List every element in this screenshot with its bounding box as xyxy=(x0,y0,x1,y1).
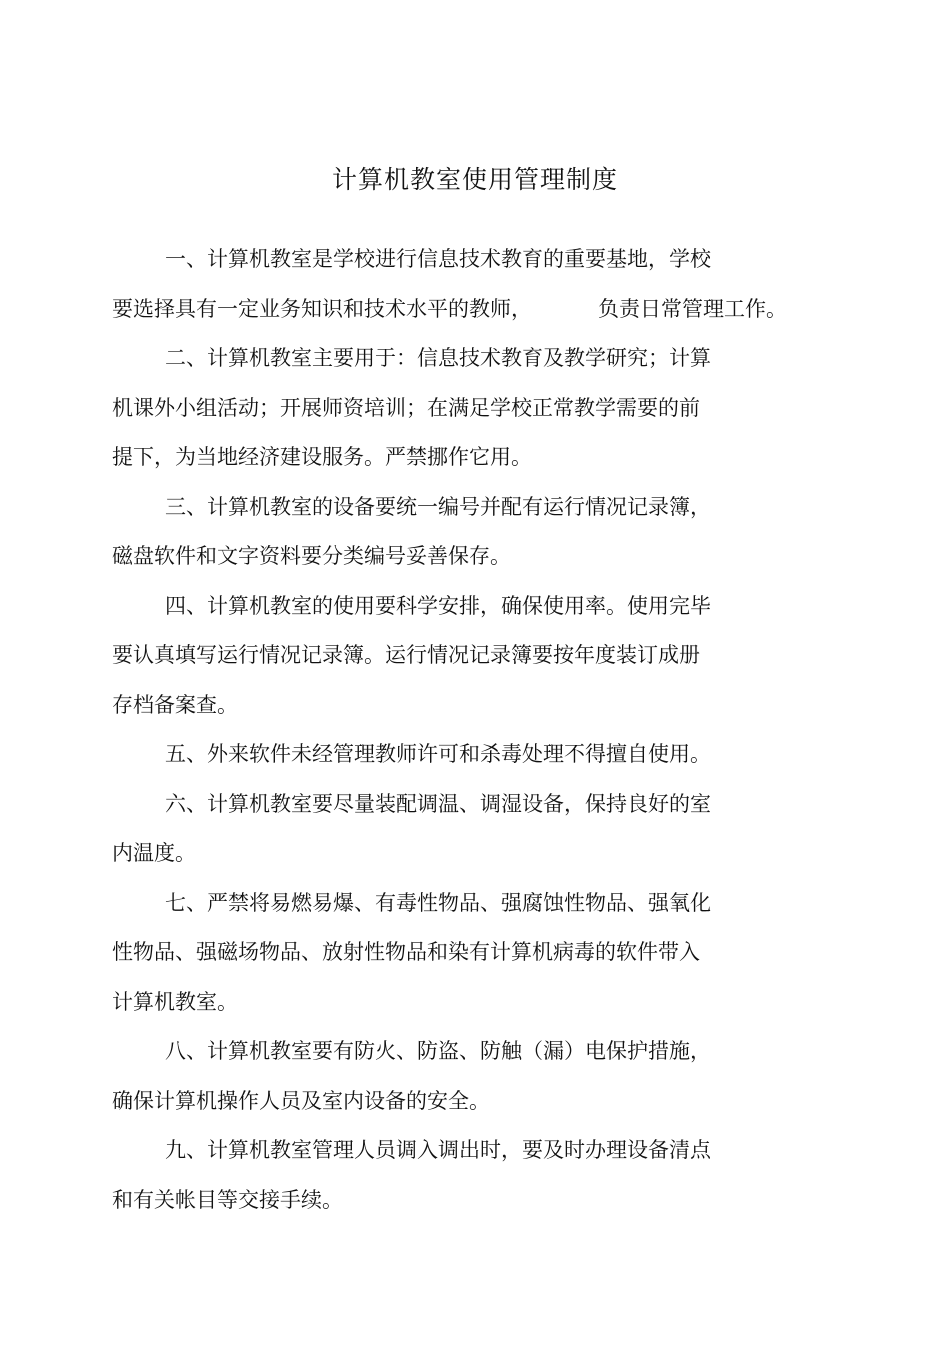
paragraph-line: 提下，为当地经济建设服务。严禁挪作它用。 xyxy=(112,445,532,469)
paragraph-line-segment: 要选择具有一定业务知识和技术水平的教师， xyxy=(112,296,532,321)
paragraph-line: 要认真填写运行情况记录簿。运行情况记录簿要按年度装订成册 xyxy=(112,643,700,667)
paragraph-4 xyxy=(112,582,872,731)
paragraph-6 xyxy=(112,780,872,879)
paragraph-line: 六、计算机教室要尽量装配调温、调湿设备，保持良好的室 xyxy=(165,791,711,816)
paragraph-line: 一、计算机教室是学校进行信息技术教育的重要基地，学校 xyxy=(165,247,711,271)
paragraph-line: 九、计算机教室管理人员调入调出时，要及时办理设备清点 xyxy=(165,1138,711,1162)
paragraph-line: 八、计算机教室要有防火、防盗、防触（漏）电保护措施， xyxy=(165,1039,711,1063)
paragraph-7 xyxy=(112,879,872,1028)
paragraph-8 xyxy=(112,1027,872,1126)
document-title: 计算机教室使用管理制度 xyxy=(331,165,618,194)
paragraph-line: 磁盘软件和文字资料要分类编号妥善保存。 xyxy=(112,544,511,568)
paragraph-line xyxy=(112,285,872,335)
paragraph-3 xyxy=(112,483,872,582)
paragraph-line: 存档备案查。 xyxy=(112,692,238,717)
paragraph-line: 三、计算机教室的设备要统一编号并配有运行情况记录簿， xyxy=(165,494,711,519)
paragraph-line: 七、严禁将易燃易爆、有毒性物品、强腐蚀性物品、强氧化 xyxy=(165,890,711,915)
paragraph-5 xyxy=(112,730,872,780)
paragraph-2 xyxy=(112,334,872,483)
paragraph-line: 四、计算机教室的使用要科学安排，确保使用率。使用完毕 xyxy=(165,593,711,618)
paragraph-line: 性物品、强磁场物品、放射性物品和染有计算机病毒的软件带入 xyxy=(112,940,700,964)
paragraph-line: 和有关帐目等交接手续。 xyxy=(112,1187,343,1212)
paragraph-line: 五、外来软件未经管理教师许可和杀毒处理不得擅自使用。 xyxy=(165,742,711,766)
document-body xyxy=(112,235,872,1225)
paragraph-line: 机课外小组活动；开展师资培训；在满足学校正常教学需要的前 xyxy=(112,395,700,420)
paragraph-line: 计算机教室。 xyxy=(112,989,238,1014)
paragraph-9 xyxy=(112,1126,872,1225)
paragraph-line-segment: 负责日常管理工作。 xyxy=(598,296,787,321)
paragraph-line: 内温度。 xyxy=(112,841,196,865)
paragraph-1 xyxy=(112,235,872,334)
paragraph-line: 二、计算机教室主要用于：信息技术教育及教学研究；计算 xyxy=(165,346,711,370)
paragraph-line: 确保计算机操作人员及室内设备的安全。 xyxy=(112,1088,490,1113)
